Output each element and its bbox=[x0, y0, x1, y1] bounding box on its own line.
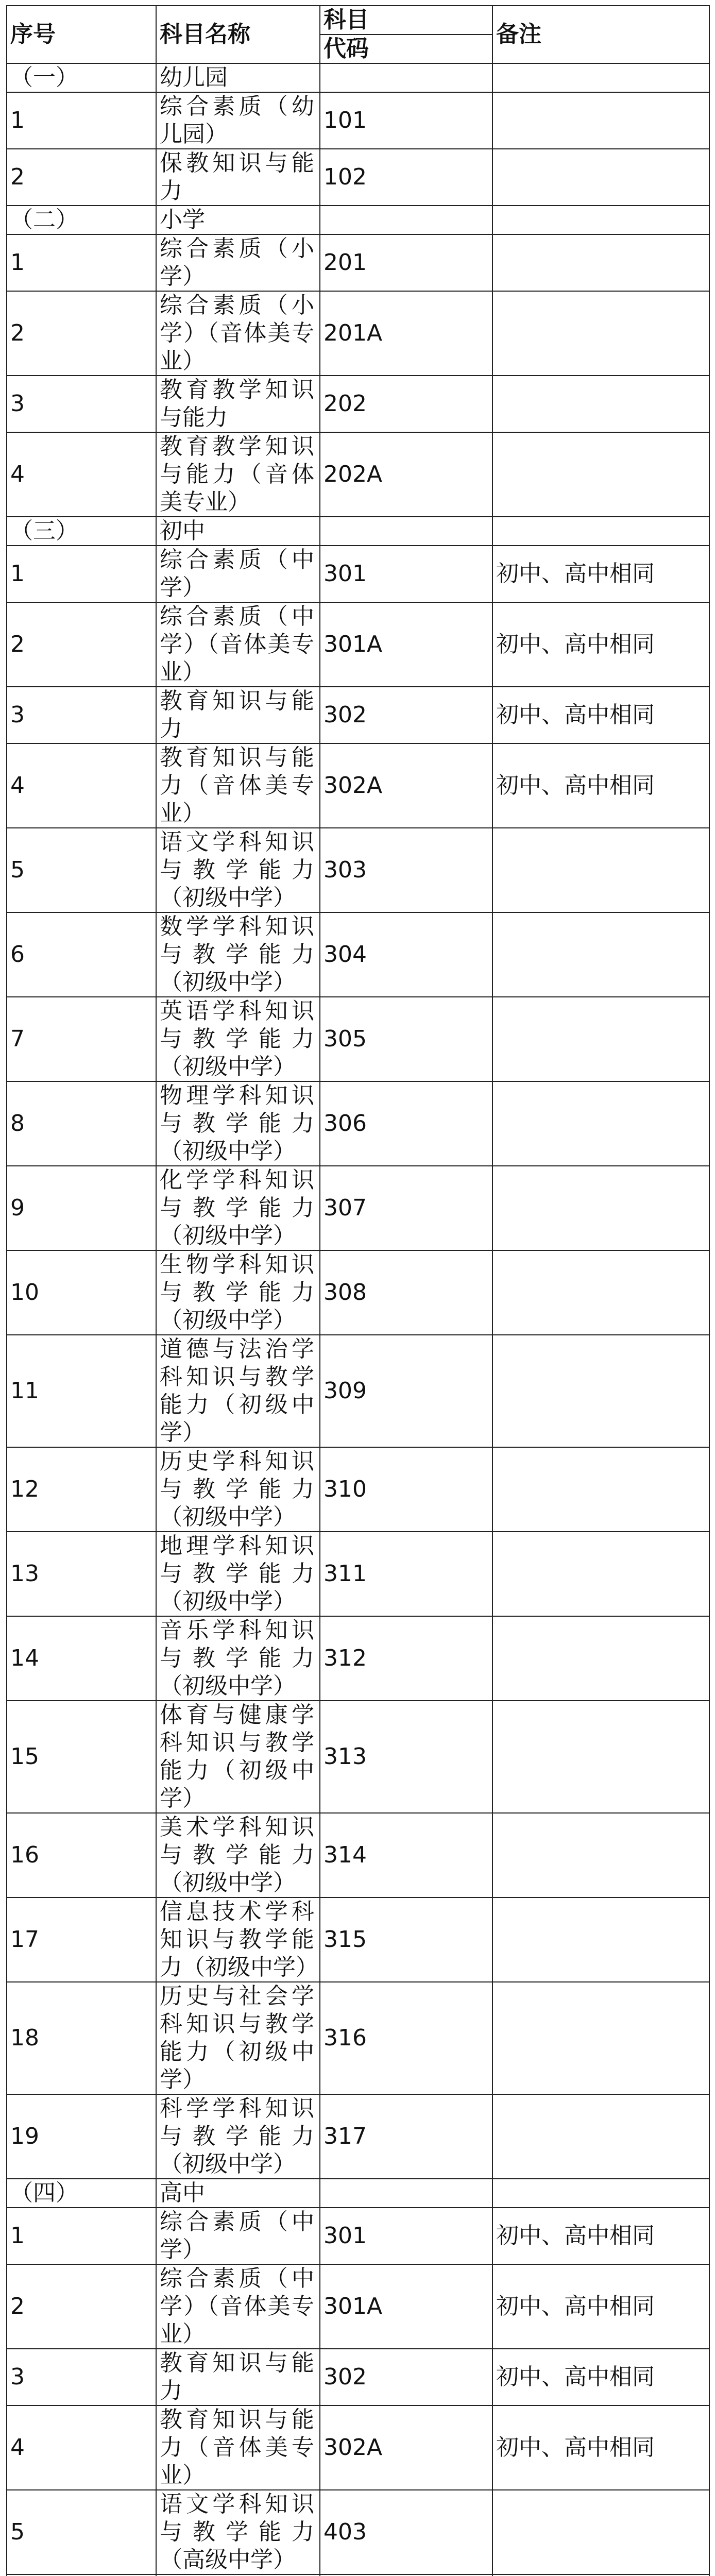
section-name: 高中 bbox=[156, 2179, 320, 2208]
header-index: 序号 bbox=[7, 6, 156, 63]
row-subject-name bbox=[156, 432, 320, 517]
row-note: 初中、高中相同 bbox=[492, 687, 709, 743]
row-subject-code: 312 bbox=[320, 1616, 492, 1701]
table-row bbox=[7, 1447, 709, 1532]
row-note: 初中、高中相同 bbox=[492, 2264, 709, 2349]
header-code-top: 科目 bbox=[320, 6, 492, 35]
row-subject-code: 302A bbox=[320, 743, 492, 828]
row-subject-name-text: 语文学科知识与教学能力（初级中学） bbox=[160, 829, 314, 911]
row-subject-name bbox=[156, 1532, 320, 1616]
table-row bbox=[7, 1532, 709, 1616]
row-subject-code: 301 bbox=[320, 546, 492, 602]
row-note: 初中、高中相同 bbox=[492, 546, 709, 602]
row-subject-name-text: 体育与健康学科知识与教学能力（初级中学） bbox=[160, 1702, 314, 1811]
row-subject-name bbox=[156, 1813, 320, 1897]
row-index: 2 bbox=[7, 291, 156, 376]
row-note bbox=[492, 1166, 709, 1250]
row-subject-name bbox=[156, 1335, 320, 1447]
row-subject-name-text: 综合素质（中学）（音体美专业） bbox=[160, 2265, 314, 2347]
header-row bbox=[7, 6, 709, 63]
row-note bbox=[492, 1897, 709, 1982]
row-note bbox=[492, 2490, 709, 2574]
row-note bbox=[492, 1982, 709, 2094]
row-subject-name-text: 美术学科知识与教学能力（初级中学） bbox=[160, 1814, 314, 1896]
row-note bbox=[492, 1701, 709, 1813]
table-row bbox=[7, 1982, 709, 2094]
section-code bbox=[320, 206, 492, 234]
row-index: 13 bbox=[7, 1532, 156, 1616]
row-subject-name-text: 教育教学知识与能力（音体美专业） bbox=[160, 433, 314, 515]
row-note bbox=[492, 149, 709, 206]
row-note bbox=[492, 1335, 709, 1447]
row-subject-name-text: 音乐学科知识与教学能力（初级中学） bbox=[160, 1617, 314, 1699]
row-subject-name bbox=[156, 1166, 320, 1250]
row-subject-code: 306 bbox=[320, 1081, 492, 1166]
row-index: 18 bbox=[7, 1982, 156, 2094]
row-subject-code: 307 bbox=[320, 1166, 492, 1250]
section-name: 小学 bbox=[156, 206, 320, 234]
table-row bbox=[7, 828, 709, 912]
row-subject-name-text: 信息技术学科知识与教学能力（初级中学） bbox=[160, 1899, 318, 1980]
row-subject-name bbox=[156, 828, 320, 912]
row-note bbox=[492, 432, 709, 517]
table-body bbox=[7, 63, 709, 2576]
table-row bbox=[7, 1897, 709, 1982]
section-index: （二） bbox=[7, 206, 156, 234]
row-note bbox=[492, 291, 709, 376]
row-note bbox=[492, 92, 709, 149]
row-index: 2 bbox=[7, 602, 156, 687]
row-note bbox=[492, 1532, 709, 1616]
row-index: 15 bbox=[7, 1701, 156, 1813]
row-subject-name bbox=[156, 1250, 320, 1335]
row-index: 5 bbox=[7, 2490, 156, 2574]
table-row bbox=[7, 2264, 709, 2349]
subject-table bbox=[6, 5, 710, 2576]
header-code-bottom: 代码 bbox=[324, 36, 369, 62]
row-subject-code: 305 bbox=[320, 997, 492, 1081]
table-row bbox=[7, 1616, 709, 1701]
table-row bbox=[7, 2208, 709, 2264]
section-name: 幼儿园 bbox=[156, 63, 320, 92]
row-subject-code: 301A bbox=[320, 2264, 492, 2349]
row-note bbox=[492, 1081, 709, 1166]
row-subject-name-text: 综合素质（幼儿园） bbox=[160, 93, 314, 147]
header-name: 科目名称 bbox=[156, 6, 320, 63]
row-subject-name bbox=[156, 1982, 320, 2094]
table-row bbox=[7, 687, 709, 743]
section-index: （四） bbox=[7, 2179, 156, 2208]
table-row bbox=[7, 2405, 709, 2490]
row-note bbox=[492, 997, 709, 1081]
row-subject-name-text: 地理学科知识与教学能力（初级中学） bbox=[160, 1533, 314, 1615]
section-note bbox=[492, 206, 709, 234]
row-subject-name bbox=[156, 1897, 320, 1982]
row-note bbox=[492, 1616, 709, 1701]
table-row bbox=[7, 2094, 709, 2179]
row-subject-code: 403 bbox=[320, 2490, 492, 2574]
row-subject-name bbox=[156, 2208, 320, 2264]
table-row bbox=[7, 234, 709, 291]
row-subject-name-text: 教育教学知识与能力 bbox=[160, 377, 314, 431]
row-subject-code: 302A bbox=[320, 2405, 492, 2490]
row-index: 8 bbox=[7, 1081, 156, 1166]
row-subject-name-text: 数学学科知识与教学能力（初级中学） bbox=[160, 913, 314, 995]
table-row bbox=[7, 149, 709, 206]
table-row bbox=[7, 2349, 709, 2405]
row-subject-name bbox=[156, 2405, 320, 2490]
row-subject-code: 102 bbox=[320, 149, 492, 206]
row-subject-code: 308 bbox=[320, 1250, 492, 1335]
row-index: 9 bbox=[7, 1166, 156, 1250]
header-note: 备注 bbox=[492, 6, 709, 63]
row-index: 12 bbox=[7, 1447, 156, 1532]
row-subject-name-text: 历史学科知识与教学能力（初级中学） bbox=[160, 1448, 314, 1530]
row-index: 1 bbox=[7, 92, 156, 149]
row-note bbox=[492, 234, 709, 291]
row-subject-name bbox=[156, 743, 320, 828]
row-subject-code: 314 bbox=[320, 1813, 492, 1897]
row-subject-name bbox=[156, 2490, 320, 2574]
row-subject-code: 302 bbox=[320, 2349, 492, 2405]
table-row bbox=[7, 743, 709, 828]
section-code bbox=[320, 2179, 492, 2208]
row-index: 1 bbox=[7, 2208, 156, 2264]
section-note bbox=[492, 63, 709, 92]
section-code bbox=[320, 63, 492, 92]
row-subject-code: 303 bbox=[320, 828, 492, 912]
row-subject-code: 316 bbox=[320, 1982, 492, 2094]
row-note bbox=[492, 1250, 709, 1335]
row-index: 2 bbox=[7, 149, 156, 206]
row-note bbox=[492, 828, 709, 912]
row-subject-name bbox=[156, 997, 320, 1081]
row-subject-code: 201 bbox=[320, 234, 492, 291]
table-row bbox=[7, 1813, 709, 1897]
row-subject-name bbox=[156, 92, 320, 149]
row-note bbox=[492, 912, 709, 997]
section-row bbox=[7, 206, 709, 234]
table-row bbox=[7, 2490, 709, 2574]
row-index: 3 bbox=[7, 2349, 156, 2405]
row-index: 3 bbox=[7, 687, 156, 743]
row-subject-name bbox=[156, 912, 320, 997]
table-row bbox=[7, 602, 709, 687]
row-note bbox=[492, 376, 709, 432]
row-index: 1 bbox=[7, 234, 156, 291]
row-subject-code: 201A bbox=[320, 291, 492, 376]
row-index: 1 bbox=[7, 546, 156, 602]
row-subject-name bbox=[156, 1447, 320, 1532]
row-index: 3 bbox=[7, 376, 156, 432]
row-index: 10 bbox=[7, 1250, 156, 1335]
row-index: 4 bbox=[7, 2405, 156, 2490]
row-note: 初中、高中相同 bbox=[492, 2208, 709, 2264]
section-name: 初中 bbox=[156, 517, 320, 546]
header-code bbox=[320, 6, 492, 63]
row-subject-name-text: 科学学科知识与教学能力（初级中学） bbox=[160, 2095, 314, 2177]
table-row bbox=[7, 291, 709, 376]
row-index: 7 bbox=[7, 997, 156, 1081]
row-subject-name bbox=[156, 602, 320, 687]
row-subject-name bbox=[156, 234, 320, 291]
row-subject-name-text: 生物学科知识与教学能力（初级中学） bbox=[160, 1251, 314, 1333]
row-note: 初中、高中相同 bbox=[492, 2405, 709, 2490]
section-code bbox=[320, 517, 492, 546]
section-row bbox=[7, 63, 709, 92]
row-index: 17 bbox=[7, 1897, 156, 1982]
row-subject-name-text: 综合素质（中学）（音体美专业） bbox=[160, 603, 314, 685]
section-note bbox=[492, 517, 709, 546]
row-subject-name-text: 教育知识与能力 bbox=[160, 2350, 314, 2404]
row-subject-name-text: 语文学科知识与教学能力（高级中学） bbox=[160, 2491, 314, 2573]
row-subject-name-text: 教育知识与能力 bbox=[160, 688, 314, 742]
table-row bbox=[7, 1166, 709, 1250]
table-row bbox=[7, 92, 709, 149]
table-row bbox=[7, 376, 709, 432]
row-note bbox=[492, 2094, 709, 2179]
row-index: 11 bbox=[7, 1335, 156, 1447]
row-subject-name-text: 化学学科知识与教学能力（初级中学） bbox=[160, 1167, 314, 1249]
row-subject-code: 317 bbox=[320, 2094, 492, 2179]
row-subject-code: 202A bbox=[320, 432, 492, 517]
row-subject-code: 202 bbox=[320, 376, 492, 432]
row-subject-name-text: 教育知识与能力（音体美专业） bbox=[160, 744, 314, 826]
row-subject-name-text: 综合素质（小学） bbox=[160, 235, 314, 290]
row-index: 5 bbox=[7, 828, 156, 912]
row-subject-name-text: 物理学科知识与教学能力（初级中学） bbox=[160, 1082, 314, 1164]
row-index: 14 bbox=[7, 1616, 156, 1701]
row-subject-code: 302 bbox=[320, 687, 492, 743]
row-subject-name-text: 综合素质（小学）（音体美专业） bbox=[160, 292, 314, 374]
table-row bbox=[7, 912, 709, 997]
table-row bbox=[7, 1250, 709, 1335]
row-note bbox=[492, 1447, 709, 1532]
row-index: 4 bbox=[7, 432, 156, 517]
table-row bbox=[7, 1701, 709, 1813]
row-subject-name bbox=[156, 687, 320, 743]
table-row bbox=[7, 1335, 709, 1447]
section-row bbox=[7, 2179, 709, 2208]
row-note bbox=[492, 1813, 709, 1897]
table-row bbox=[7, 997, 709, 1081]
row-subject-name bbox=[156, 2094, 320, 2179]
table-row bbox=[7, 546, 709, 602]
row-note: 初中、高中相同 bbox=[492, 2349, 709, 2405]
row-subject-name-text: 道德与法治学科知识与教学能力（初级中学） bbox=[160, 1336, 314, 1446]
row-subject-code: 313 bbox=[320, 1701, 492, 1813]
row-subject-name-text: 教育知识与能力（音体美专业） bbox=[160, 2406, 314, 2488]
row-subject-name-text: 综合素质（中学） bbox=[160, 2209, 314, 2263]
row-subject-name-text: 英语学科知识与教学能力（初级中学） bbox=[160, 998, 314, 1080]
row-note: 初中、高中相同 bbox=[492, 602, 709, 687]
row-index: 6 bbox=[7, 912, 156, 997]
row-index: 2 bbox=[7, 2264, 156, 2349]
row-subject-name-text: 综合素质（中学） bbox=[160, 547, 314, 601]
row-subject-name bbox=[156, 2349, 320, 2405]
row-subject-code: 309 bbox=[320, 1335, 492, 1447]
row-subject-code: 311 bbox=[320, 1532, 492, 1616]
row-subject-name-text: 历史与社会学科知识与教学能力（初级中学） bbox=[160, 1983, 314, 2093]
row-subject-code: 315 bbox=[320, 1897, 492, 1982]
row-subject-name bbox=[156, 1616, 320, 1701]
row-subject-code: 310 bbox=[320, 1447, 492, 1532]
row-subject-name-text: 保教知识与能力 bbox=[160, 150, 314, 204]
row-subject-name bbox=[156, 376, 320, 432]
row-subject-name bbox=[156, 149, 320, 206]
row-index: 4 bbox=[7, 743, 156, 828]
row-subject-name bbox=[156, 2264, 320, 2349]
row-subject-code: 304 bbox=[320, 912, 492, 997]
table-row bbox=[7, 1081, 709, 1166]
row-subject-code: 301A bbox=[320, 602, 492, 687]
row-subject-name bbox=[156, 291, 320, 376]
section-note bbox=[492, 2179, 709, 2208]
row-subject-code: 301 bbox=[320, 2208, 492, 2264]
section-row bbox=[7, 517, 709, 546]
section-index: （三） bbox=[7, 517, 156, 546]
row-subject-name bbox=[156, 1701, 320, 1813]
row-subject-name bbox=[156, 1081, 320, 1166]
row-index: 19 bbox=[7, 2094, 156, 2179]
row-subject-code: 101 bbox=[320, 92, 492, 149]
table-row bbox=[7, 432, 709, 517]
section-index: （一） bbox=[7, 63, 156, 92]
row-note: 初中、高中相同 bbox=[492, 743, 709, 828]
row-index: 16 bbox=[7, 1813, 156, 1897]
row-subject-name bbox=[156, 546, 320, 602]
